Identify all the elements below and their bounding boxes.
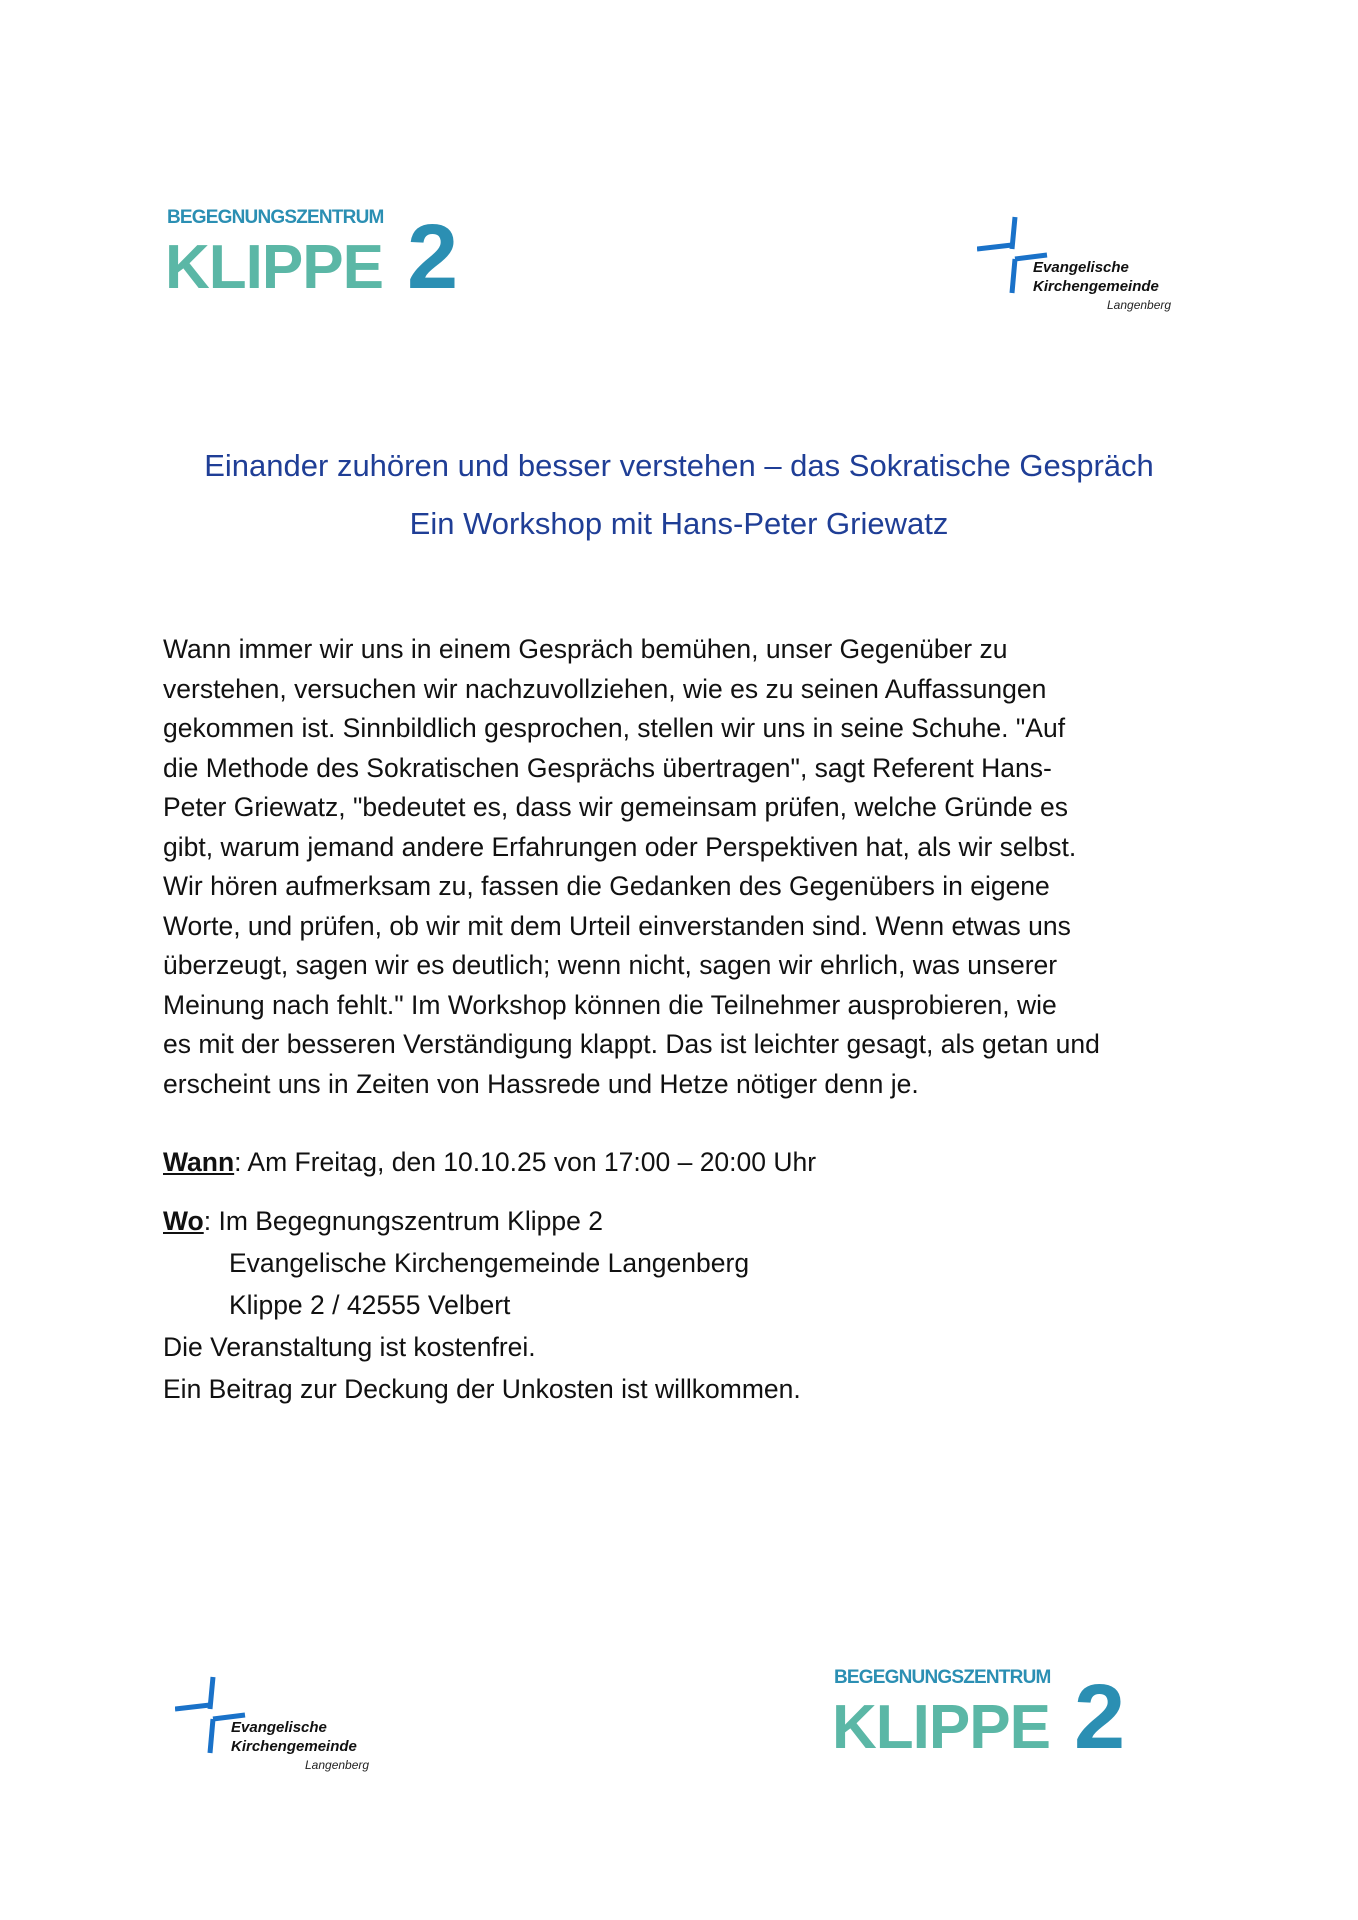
logo-text: Kirchengemeinde bbox=[1033, 278, 1159, 295]
logo-number: 2 bbox=[1074, 1666, 1126, 1768]
logo-text: Evangelische bbox=[1033, 259, 1129, 276]
logo-text: KLIPPE bbox=[165, 233, 383, 302]
body-line: gekommen ist. Sinnbildlich gesprochen, stellen wir uns in seine Schuhe. "Auf bbox=[163, 713, 1066, 743]
title-line-2: Ein Workshop mit Hans-Peter Griewatz bbox=[409, 506, 949, 541]
logo-text: KLIPPE bbox=[832, 1693, 1050, 1762]
logo-number: 2 bbox=[407, 206, 459, 308]
note-contribution: Ein Beitrag zur Deckung der Unkosten ist willkommen. bbox=[163, 1374, 801, 1404]
body-line: es mit der besseren Verständigung klappt. Das ist leichter gesagt, als getan und bbox=[163, 1029, 1100, 1059]
title-line-1: Einander zuhören und besser verstehen – das Sokratische Gespräch bbox=[204, 448, 1154, 483]
body-line: gibt, warum jemand andere Erfahrungen oder Perspektiven hat, als wir selbst. bbox=[163, 831, 1077, 862]
where-line-3: Klippe 2 / 42555 Velbert bbox=[229, 1290, 511, 1320]
body-line: Wir hören aufmerksam zu, fassen die Gedanken des Gegenübers in eigene bbox=[163, 871, 1050, 901]
where-block bbox=[163, 1200, 801, 1410]
body-line: Meinung nach fehlt." Im Workshop können die Teilnehmer ausprobieren, wie bbox=[163, 989, 1057, 1020]
logo-text: Evangelische bbox=[231, 1719, 327, 1736]
where-label: Wo bbox=[163, 1206, 204, 1236]
klippe2-logo-bottom bbox=[830, 1665, 1130, 1769]
when-text: : Am Freitag, den 10.10.25 von 17:00 – 20:00 Uhr bbox=[234, 1147, 817, 1177]
logo-text: Kirchengemeinde bbox=[231, 1738, 357, 1755]
note-free: Die Veranstaltung ist kostenfrei. bbox=[163, 1332, 536, 1362]
logo-text: Langenberg bbox=[1107, 298, 1172, 312]
when-label: Wann bbox=[163, 1147, 235, 1177]
body-line: überzeugt, sagen wir es deutlich; wenn nicht, sagen wir ehrlich, was unserer bbox=[163, 950, 1058, 980]
body-line: erscheint uns in Zeiten von Hassrede und Hetze nötiger denn je. bbox=[163, 1068, 919, 1099]
body-line: Worte, und prüfen, ob wir mit dem Urteil einverstanden sind. Wenn etwas uns bbox=[163, 910, 1071, 941]
body-line: die Methode des Sokratischen Gesprächs übertragen", sagt Referent Hans- bbox=[163, 752, 1052, 783]
where-line-2: Evangelische Kirchengemeinde Langenberg bbox=[229, 1248, 750, 1278]
logo-text: Langenberg bbox=[305, 1758, 370, 1772]
body-line: Peter Griewatz, "bedeutet es, dass wir gemeinsam prüfen, welche Gründe es bbox=[163, 792, 1068, 822]
logo-text: BEGEGNUNGSZENTRUM bbox=[167, 207, 384, 228]
evk-logo-top bbox=[977, 215, 1197, 315]
logo-text: BEGEGNUNGSZENTRUM bbox=[834, 1667, 1051, 1688]
body-line: verstehen, versuchen wir nachzuvollziehen, wie es zu seinen Auffassungen bbox=[163, 673, 1047, 704]
body-text bbox=[163, 630, 1100, 1104]
body-line: Wann immer wir uns in einem Gespräch bemühen, unser Gegenüber zu bbox=[163, 634, 1008, 664]
klippe2-logo-top bbox=[163, 205, 463, 309]
where-text: : Im Begegnungszentrum Klippe 2 bbox=[203, 1206, 603, 1236]
evk-logo-bottom bbox=[175, 1675, 395, 1775]
when-line bbox=[163, 1141, 816, 1183]
